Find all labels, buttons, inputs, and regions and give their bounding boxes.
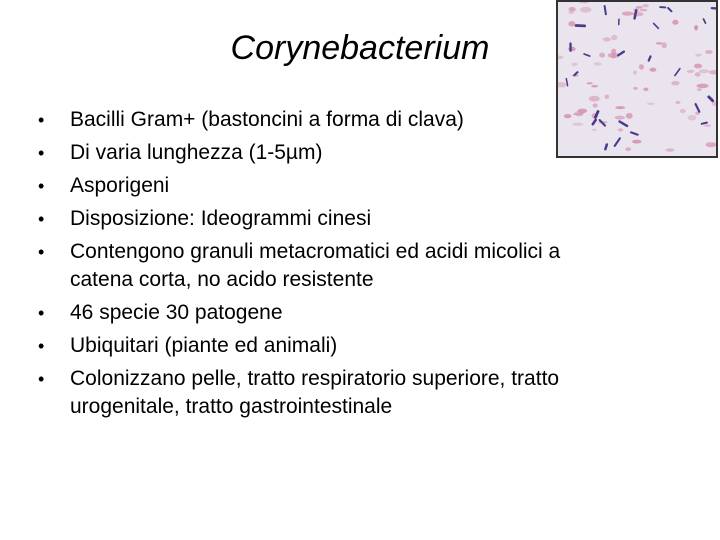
pink-cell-mark — [568, 11, 573, 14]
bullet-item — [38, 365, 578, 421]
pink-cell-mark — [633, 70, 637, 74]
pink-cell-mark — [688, 115, 697, 121]
pink-cell-mark — [568, 47, 575, 52]
pink-cell-mark — [569, 7, 576, 12]
pink-cell-mark — [632, 140, 641, 144]
bullet-item — [38, 139, 578, 167]
pink-cell-mark — [694, 25, 698, 30]
bullet-text: Colonizzano pelle, tratto respiratorio superiore, tratto urogenitale, tratto gastrointestinale — [70, 367, 560, 418]
pink-cell-mark — [575, 111, 584, 117]
bullet-item — [38, 205, 578, 233]
pink-cell-mark — [697, 88, 702, 91]
pink-cell-mark — [704, 124, 711, 126]
pink-cell-mark — [568, 21, 575, 27]
pink-cell-mark — [694, 64, 702, 69]
pink-cell-mark — [603, 37, 611, 41]
bacillus-mark — [605, 6, 606, 14]
pink-cell-mark — [636, 6, 643, 9]
pink-cell-mark — [572, 123, 583, 126]
bullet-icon: • — [38, 143, 45, 163]
gram-stain-micrograph-icon — [558, 2, 716, 156]
bullet-item — [38, 106, 578, 134]
pink-cell-mark — [572, 63, 578, 67]
pink-cell-mark — [594, 62, 602, 65]
bullet-text: Disposizione: Ideogrammi cinesi — [70, 207, 372, 230]
bullet-icon: • — [38, 209, 45, 229]
bullet-item — [38, 332, 578, 360]
pink-cell-mark — [615, 116, 625, 120]
pink-cell-mark — [705, 50, 713, 54]
pink-cell-mark — [640, 9, 648, 12]
pink-cell-mark — [625, 147, 631, 151]
bullet-icon: • — [38, 242, 45, 262]
pink-cell-mark — [656, 42, 663, 44]
bullet-list — [38, 106, 578, 426]
bullet-text: 46 specie 30 patogene — [70, 301, 283, 324]
pink-cell-mark — [699, 69, 710, 73]
pink-cell-mark — [643, 88, 648, 92]
pink-cell-mark — [639, 64, 644, 70]
pink-cell-mark — [666, 148, 675, 151]
pink-cell-mark — [647, 103, 655, 105]
pink-cell-mark — [592, 129, 597, 131]
pink-cell-mark — [580, 7, 592, 13]
pink-cell-mark — [615, 106, 625, 109]
pink-cell-mark — [706, 142, 716, 147]
pink-cell-mark — [593, 103, 598, 107]
bullet-text: Asporigeni — [70, 174, 170, 197]
bacillus-mark — [605, 145, 606, 150]
pink-cell-mark — [633, 87, 638, 90]
bullet-item — [38, 299, 578, 327]
slide-title: Corynebacterium — [230, 29, 490, 67]
pink-cell-mark — [586, 82, 593, 84]
bullet-text: Ubiquitari (piante ed animali) — [70, 334, 338, 357]
pink-cell-mark — [591, 85, 598, 88]
micrograph-image — [556, 0, 718, 158]
pink-cell-mark — [687, 70, 695, 73]
pink-cell-mark — [622, 12, 634, 16]
pink-cell-mark — [695, 54, 701, 57]
bullet-icon: • — [38, 110, 45, 130]
pink-cell-mark — [589, 96, 600, 102]
pink-cell-mark — [649, 68, 656, 72]
pink-cell-mark — [671, 81, 679, 85]
bullet-text: Di varia lunghezza (1-5µm) — [70, 141, 323, 164]
pink-cell-mark — [695, 72, 701, 76]
pink-cell-mark — [697, 84, 709, 89]
bullet-item — [38, 172, 578, 200]
bacillus-mark — [702, 123, 707, 124]
pink-cell-mark — [618, 128, 623, 131]
bullet-icon: • — [38, 369, 45, 389]
bullet-text: Contengono granuli metacromatici ed acidi micolici a catena corta, no acido resistente — [70, 240, 561, 291]
pink-cell-mark — [626, 113, 633, 119]
bullet-text: Bacilli Gram+ (bastoncini a forma di clava) — [70, 108, 464, 131]
pink-cell-mark — [642, 4, 649, 7]
pink-cell-mark — [605, 95, 610, 100]
pink-cell-mark — [599, 53, 605, 58]
bullet-icon: • — [38, 303, 45, 323]
pink-cell-mark — [675, 101, 680, 104]
pink-cell-mark — [680, 109, 686, 113]
bacillus-mark — [635, 10, 637, 18]
bullet-icon: • — [38, 336, 45, 356]
pink-cell-mark — [672, 20, 678, 25]
bullet-icon: • — [38, 176, 45, 196]
pink-cell-mark — [564, 114, 572, 118]
pink-cell-mark — [611, 35, 617, 40]
bullet-item — [38, 238, 578, 294]
